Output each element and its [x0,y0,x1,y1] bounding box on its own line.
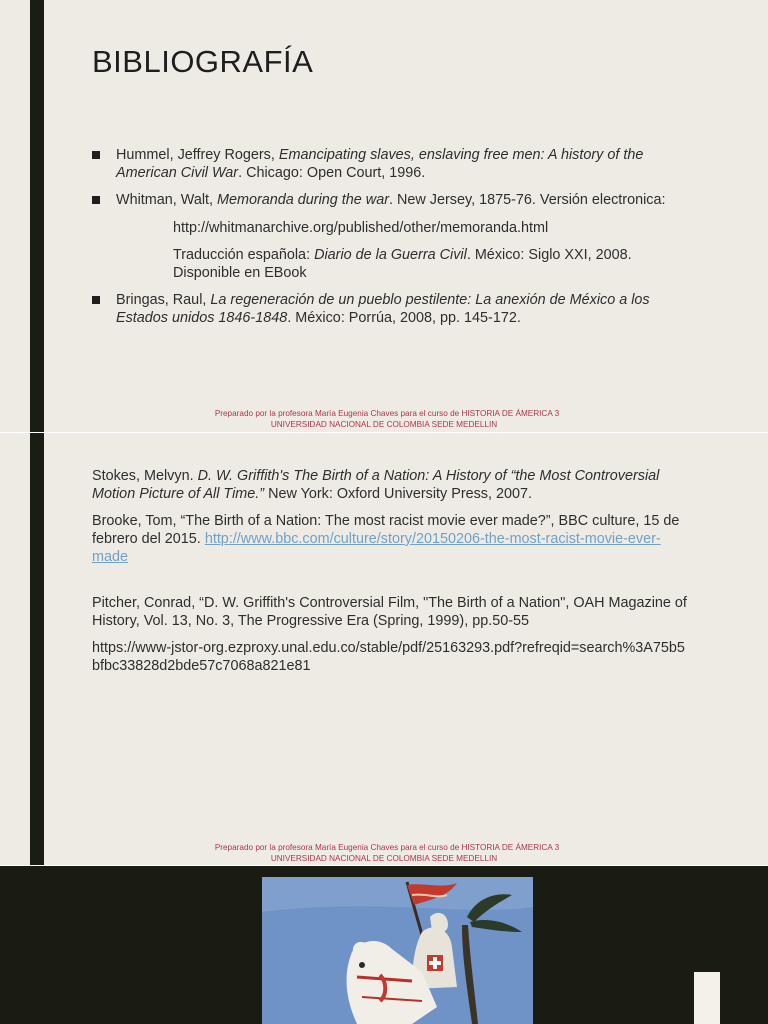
slide-footer [0,408,768,430]
citation-rest: . New Jersey, 1875-76. Versión electronica: [389,192,666,208]
citation-url: http://whitmanarchive.org/published/other/memoranda.html [173,220,549,236]
footer-credit: Preparado por la profesora María Eugenia Chaves para el curso de HISTORIA DE ÁMERICA 3 [214,409,560,418]
citation-work: Emancipating slaves, enslaving free men: A history of the American Civil War [116,147,644,181]
footer-institution: UNIVERSIDAD NACIONAL DE COLOMBIA SEDE MEDELLIN [270,854,498,863]
citation-author: Bringas, Raul, [116,292,211,308]
reference-stokes [92,467,692,503]
slide-references [0,433,768,865]
slide-bibliografia [0,0,768,432]
bibliography-list [92,146,692,336]
reference-list [92,467,692,684]
citation-rest: . Chicago: Open Court, 1996. [238,165,426,181]
slide-corner-tab [694,972,720,1024]
translation-work: Diario de la Guerra Civil [314,247,467,263]
translation-prefix: Traducción española: [173,247,315,263]
slide-poster [0,866,768,1024]
ref-work: D. W. Griffith's The Birth of a Nation: A History of “the Most Controversial Motion Picture of All Time.” [92,468,660,502]
slide-footer [0,842,768,864]
footer-credit: Preparado por la profesora María Eugenia Chaves para el curso de HISTORIA DE ÁMERICA 3 [214,843,560,852]
klan-rider-poster [262,877,533,1024]
ref-text: Brooke, Tom, “The Birth of a Nation: The most racist movie ever made?”, BBC culture, 15 de febrero del 2015. [92,513,680,547]
square-bullet-icon [92,151,100,159]
slide-title: BIBLIOGRAFÍA [92,44,314,79]
citation-rest: . México: Porrúa, 2008, pp. 145-172. [287,310,521,326]
bibliography-item-hummel [92,146,692,182]
citation-author: Hummel, Jeffrey Rogers, [116,147,279,163]
accent-bar [30,433,44,865]
ref-author: Stokes, Melvyn. [92,468,198,484]
square-bullet-icon [92,196,100,204]
bibliography-item-whitman [92,191,692,282]
footer-institution: UNIVERSIDAD NACIONAL DE COLOMBIA SEDE MEDELLIN [270,420,498,429]
reference-pitcher: Pitcher, Conrad, “D. W. Griffith's Controversial Film, "The Birth of a Nation", OAH Magazine of History, Vol. 13, No. 3, The Progressive Era (Spring, 1999), pp.50-55 [92,595,687,629]
reference-jstor-url: https://www-jstor-org.ezproxy.unal.edu.co/stable/pdf/25163293.pdf?refreqid=search%3A75b5bfbc33828d2bde57c7068a821e81 [92,640,685,674]
ref-rest: New York: Oxford University Press, 2007. [264,486,533,502]
citation-work: Memoranda during the war [217,192,389,208]
square-bullet-icon [92,296,100,304]
bbc-link[interactable]: http://www.bbc.com/culture/story/20150206-the-most-racist-movie-ever-made [92,531,661,565]
translation-rest: . México: Siglo XXI, 2008. Disponible en EBook [173,247,632,281]
citation-translation [116,246,692,282]
bibliography-item-bringas [92,291,692,327]
reference-brooke [92,512,692,566]
citation-work: La regeneración de un pueblo pestilente: La anexión de México a los Estados unidos 1846-1848 [116,292,650,326]
poster-illustration [262,877,533,1024]
citation-author: Whitman, Walt, [116,192,218,208]
accent-bar [30,0,44,432]
